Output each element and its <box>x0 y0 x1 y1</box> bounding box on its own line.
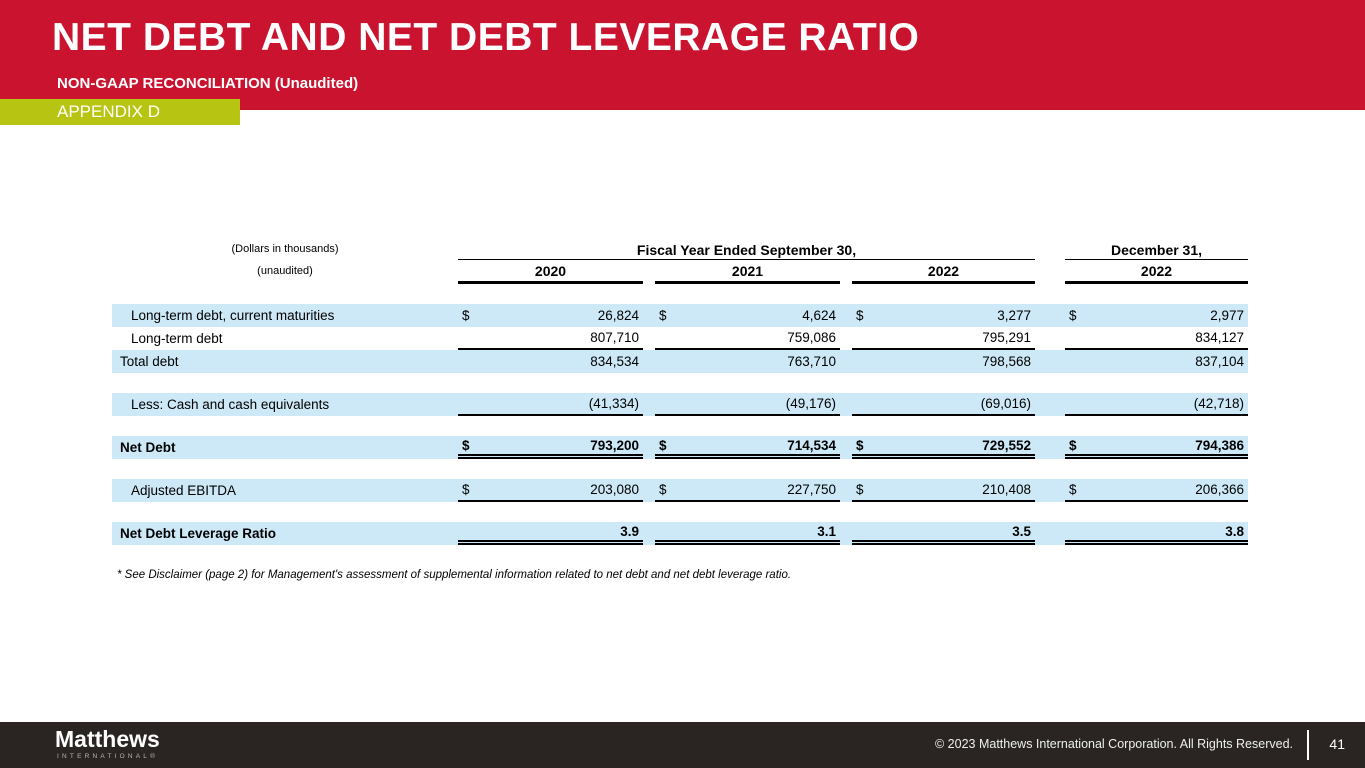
cell-value <box>1065 522 1248 545</box>
value-number: 3.9 <box>620 523 639 539</box>
cell-value <box>458 350 643 373</box>
value-number: 759,086 <box>787 330 836 345</box>
cell-value <box>852 393 1035 416</box>
cell-value <box>852 327 1035 350</box>
value-number: 206,366 <box>1195 482 1244 497</box>
cell-value <box>458 304 643 327</box>
logo-wordmark: Matthews <box>55 726 160 752</box>
dollar-sign: $ <box>462 437 470 453</box>
column-gap <box>840 393 852 416</box>
value-number: 834,127 <box>1195 330 1244 345</box>
table-row <box>112 479 1248 502</box>
column-gap <box>643 436 655 459</box>
column-gap <box>1035 479 1065 502</box>
year-header-dec-2022: 2022 <box>1065 260 1248 284</box>
value-number: 3,277 <box>997 308 1031 323</box>
cell-value <box>1065 393 1248 416</box>
dollar-sign: $ <box>659 308 667 323</box>
dollar-sign: $ <box>856 482 864 497</box>
value-number: 4,624 <box>802 308 836 323</box>
value-number: 795,291 <box>982 330 1031 345</box>
cell-value <box>1065 479 1248 502</box>
cell-value <box>1065 436 1248 459</box>
december-group-header: December 31, <box>1065 238 1248 260</box>
column-gap <box>1035 327 1065 350</box>
row-label: Net Debt Leverage Ratio <box>120 526 277 541</box>
column-gap <box>1035 522 1065 545</box>
appendix-tab: APPENDIX D <box>0 99 240 125</box>
year-header-2021: 2021 <box>655 260 840 284</box>
value-number: 794,386 <box>1195 437 1244 453</box>
copyright-text: © 2023 Matthews International Corporation. All Rights Reserved. <box>934 737 1293 751</box>
dollar-sign: $ <box>1069 437 1077 453</box>
spacer-row <box>112 416 1248 436</box>
column-gap <box>643 393 655 416</box>
column-gap <box>840 436 852 459</box>
dollar-sign: $ <box>1069 308 1077 323</box>
financial-table <box>112 238 1248 545</box>
column-gap <box>840 522 852 545</box>
footer-divider <box>1307 730 1309 760</box>
row-label: Less: Cash and cash equivalents <box>131 397 330 412</box>
cell-value <box>458 522 643 545</box>
column-gap <box>643 327 655 350</box>
column-gap <box>840 304 852 327</box>
column-gap <box>840 327 852 350</box>
column-gap <box>643 522 655 545</box>
column-gap <box>643 260 655 284</box>
column-gap <box>1035 436 1065 459</box>
page-title: NET DEBT AND NET DEBT LEVERAGE RATIO <box>52 16 920 59</box>
cell-value <box>458 393 643 416</box>
dollar-sign: $ <box>659 437 667 453</box>
cell-value <box>655 327 840 350</box>
cell-value <box>655 479 840 502</box>
row-label: Long-term debt, current maturities <box>131 308 335 323</box>
value-number: 227,750 <box>787 482 836 497</box>
dollar-sign: $ <box>659 482 667 497</box>
column-gap <box>1035 393 1065 416</box>
value-number: 729,552 <box>982 437 1031 453</box>
column-gap <box>643 350 655 373</box>
cell-value <box>852 350 1035 373</box>
dollar-sign: $ <box>856 437 864 453</box>
column-gap <box>1035 304 1065 327</box>
cell-value <box>655 393 840 416</box>
value-number: 798,568 <box>982 354 1031 369</box>
value-number: (41,334) <box>588 396 639 411</box>
table-group-header-row <box>112 238 1248 260</box>
value-number: 26,824 <box>597 308 639 323</box>
value-number: 834,534 <box>590 354 639 369</box>
cell-value <box>655 522 840 545</box>
value-number: 837,104 <box>1195 354 1244 369</box>
value-number: (69,016) <box>980 396 1031 411</box>
value-number: 3.8 <box>1225 523 1244 539</box>
value-number: (49,176) <box>785 396 836 411</box>
table-row <box>112 350 1248 373</box>
dollar-sign: $ <box>462 308 470 323</box>
table-year-header-row <box>112 260 1248 284</box>
cell-value <box>458 479 643 502</box>
matthews-logo <box>55 727 160 760</box>
column-gap <box>1035 350 1065 373</box>
spacer-row <box>112 502 1248 522</box>
value-number: 2,977 <box>1210 308 1244 323</box>
table-meta-line1: (Dollars in thousands) <box>231 243 339 255</box>
value-number: (42,718) <box>1193 396 1244 411</box>
cell-value <box>655 350 840 373</box>
table-rows <box>112 304 1248 545</box>
header-gap-row <box>112 284 1248 304</box>
table-row <box>112 522 1248 545</box>
fiscal-year-group-header: Fiscal Year Ended September 30, <box>458 238 1035 260</box>
table-row <box>112 327 1248 350</box>
cell-value <box>1065 327 1248 350</box>
cell-value <box>655 304 840 327</box>
column-gap <box>840 350 852 373</box>
table-row <box>112 436 1248 459</box>
value-number: 3.1 <box>817 523 836 539</box>
value-number: 807,710 <box>590 330 639 345</box>
dollar-sign: $ <box>462 482 470 497</box>
column-gap <box>840 479 852 502</box>
row-label: Adjusted EBITDA <box>131 483 237 498</box>
column-gap <box>1035 260 1065 284</box>
cell-value <box>1065 350 1248 373</box>
spacer-row <box>112 459 1248 479</box>
value-number: 203,080 <box>590 482 639 497</box>
value-number: 763,710 <box>787 354 836 369</box>
row-label: Total debt <box>120 354 179 369</box>
table-row <box>112 393 1248 416</box>
cell-value <box>852 522 1035 545</box>
column-gap <box>840 260 852 284</box>
table-row <box>112 304 1248 327</box>
cell-value <box>852 304 1035 327</box>
dollar-sign: $ <box>856 308 864 323</box>
page-number: 41 <box>1329 736 1345 752</box>
column-gap <box>643 479 655 502</box>
logo-subtext: INTERNATIONAL® <box>57 753 159 761</box>
year-header-2022: 2022 <box>852 260 1035 284</box>
cell-value <box>655 436 840 459</box>
row-label: Long-term debt <box>131 331 223 346</box>
spacer-row <box>112 373 1248 393</box>
cell-value <box>1065 304 1248 327</box>
dollar-sign: $ <box>1069 482 1077 497</box>
year-header-2020: 2020 <box>458 260 643 284</box>
table-meta-line2: (unaudited) <box>257 265 313 277</box>
cell-value <box>458 327 643 350</box>
column-gap <box>643 304 655 327</box>
row-label: Net Debt <box>120 440 176 455</box>
value-number: 3.5 <box>1012 523 1031 539</box>
cell-value <box>458 436 643 459</box>
footer-bar <box>0 722 1365 768</box>
cell-value <box>852 479 1035 502</box>
value-number: 714,534 <box>787 437 836 453</box>
value-number: 210,408 <box>982 482 1031 497</box>
disclaimer-footnote: * See Disclaimer (page 2) for Management's assessment of supplemental information related to net debt and net debt leverage ratio. <box>117 569 792 581</box>
value-number: 793,200 <box>590 437 639 453</box>
cell-value <box>852 436 1035 459</box>
page-subtitle: NON-GAAP RECONCILIATION (Unaudited) <box>57 75 359 92</box>
